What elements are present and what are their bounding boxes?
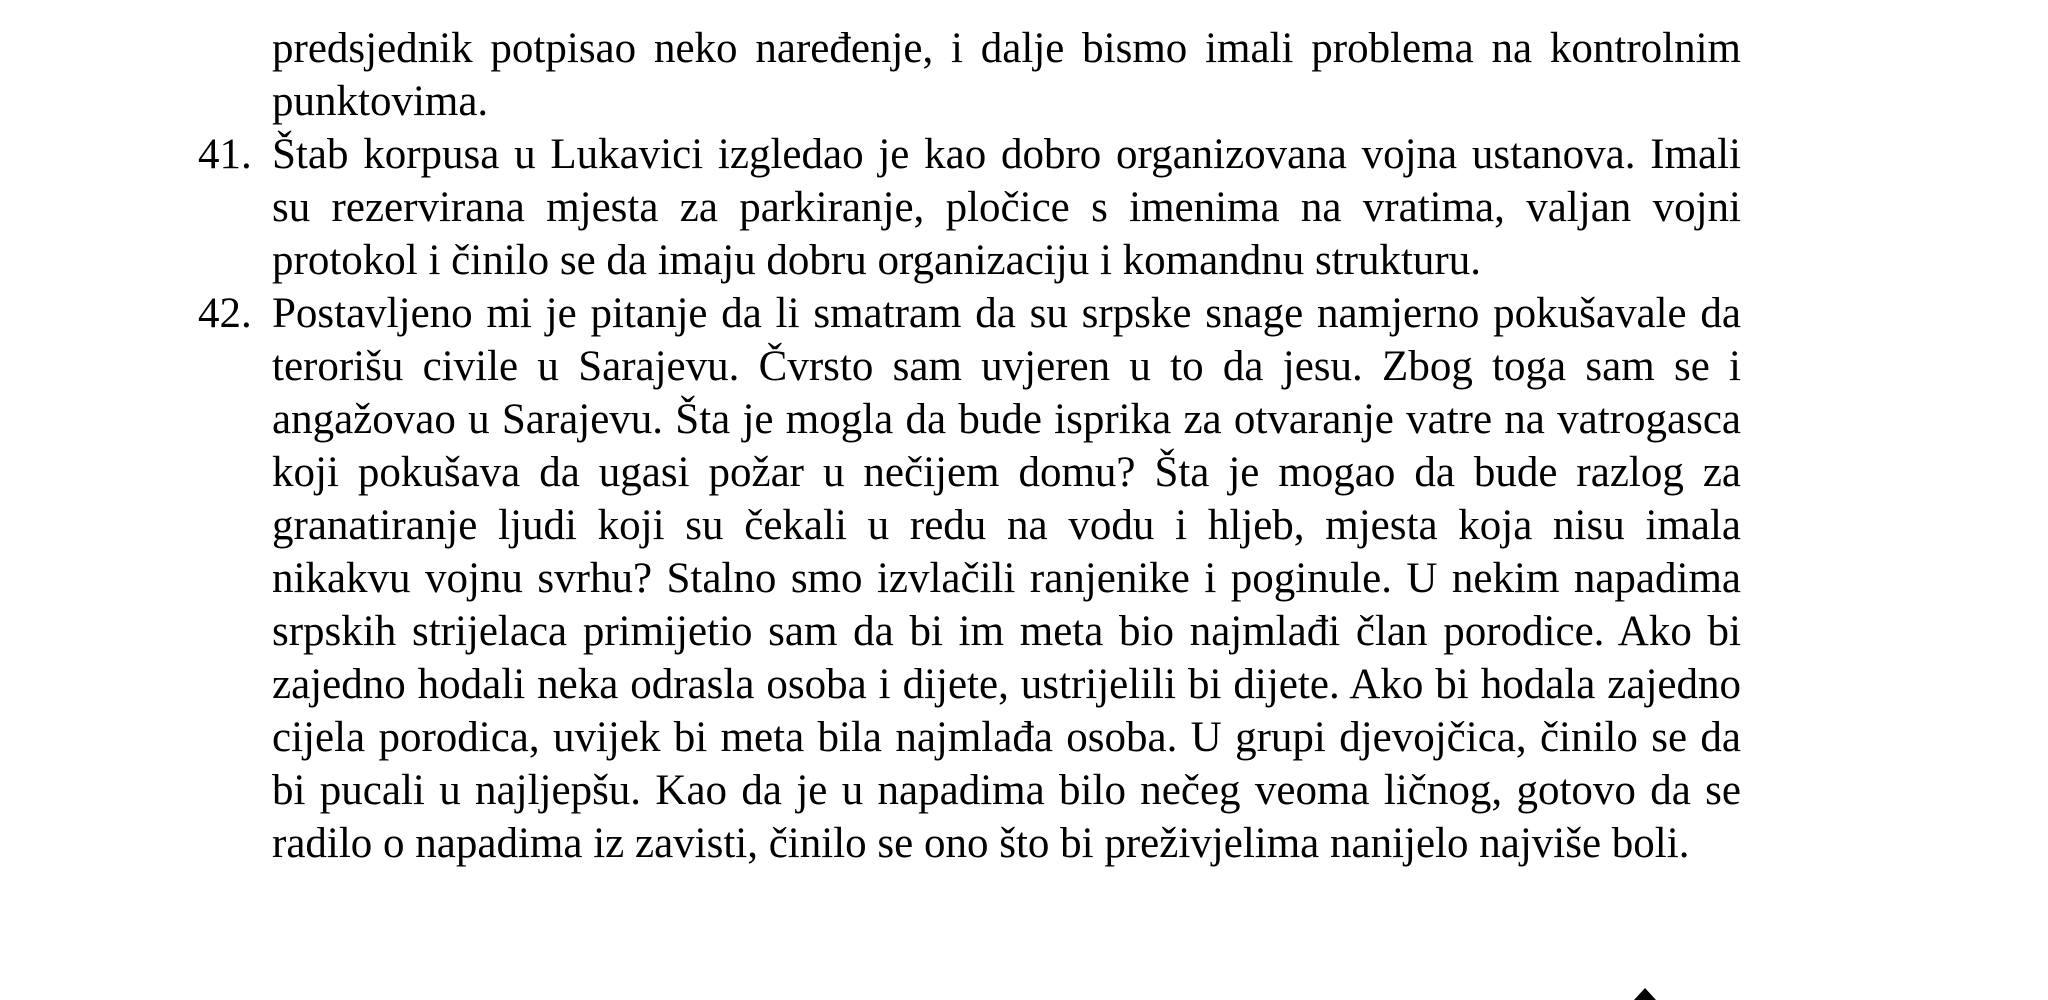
paragraph-42-text: Postavljeno mi je pitanje da li smatram da su srpske snage namjerno pokušavale da terorišu civile u Sarajevu. Čvrsto sam uvjeren u to da jesu. Zbog toga sam se i angažovao u Sarajevu. Šta je mogla da bude isprika za otvaranje vatre na vatrogasca koji pokušava da ugasi požar u nečijem domu? Šta je mogao da bude razlog za granatiranje ljudi koji su čekali u redu na vodu i hljeb, mjesta koja nisu imala nikakvu vojnu svrhu? Stalno smo izvlačili ranjenike i poginule. U nekim napadima srpskih strijelaca primijetio sam da bi im meta bio najmlađi član porodice. Ako bi zajedno hodali neka odrasla osoba i dijete, ustrijelili bi dijete. Ako bi hodala zajedno cijela porodica, uvijek bi meta bila najmlađa osoba. U grupi djevojčica, činilo se da bi pucali u najljepšu. Kao da je u napadima bilo nečeg veoma ličnog, gotovo da se radilo o napadima iz zavisti, činilo se ono što bi preživjelima nanijelo najviše boli. <box>272 290 1741 867</box>
paragraph-number-42: 42. <box>198 290 252 337</box>
paragraph-41-text: Štab korpusa u Lukavici izgledao je kao dobro organizovana vojna ustanova. Imali su rezervirana mjesta za parkiranje, pločice s imenima na vratima, valjan vojni protokol i činilo se da imaju dobru organizaciju i komandnu strukturu. <box>272 131 1741 284</box>
paragraph-number-41: 41. <box>198 131 252 178</box>
paragraph-continued-text: predsjednik potpisao neko naređenje, i dalje bismo imali problema na kontrolnim punktovima. <box>272 25 1741 125</box>
page-edge-mark <box>1634 988 1656 1000</box>
